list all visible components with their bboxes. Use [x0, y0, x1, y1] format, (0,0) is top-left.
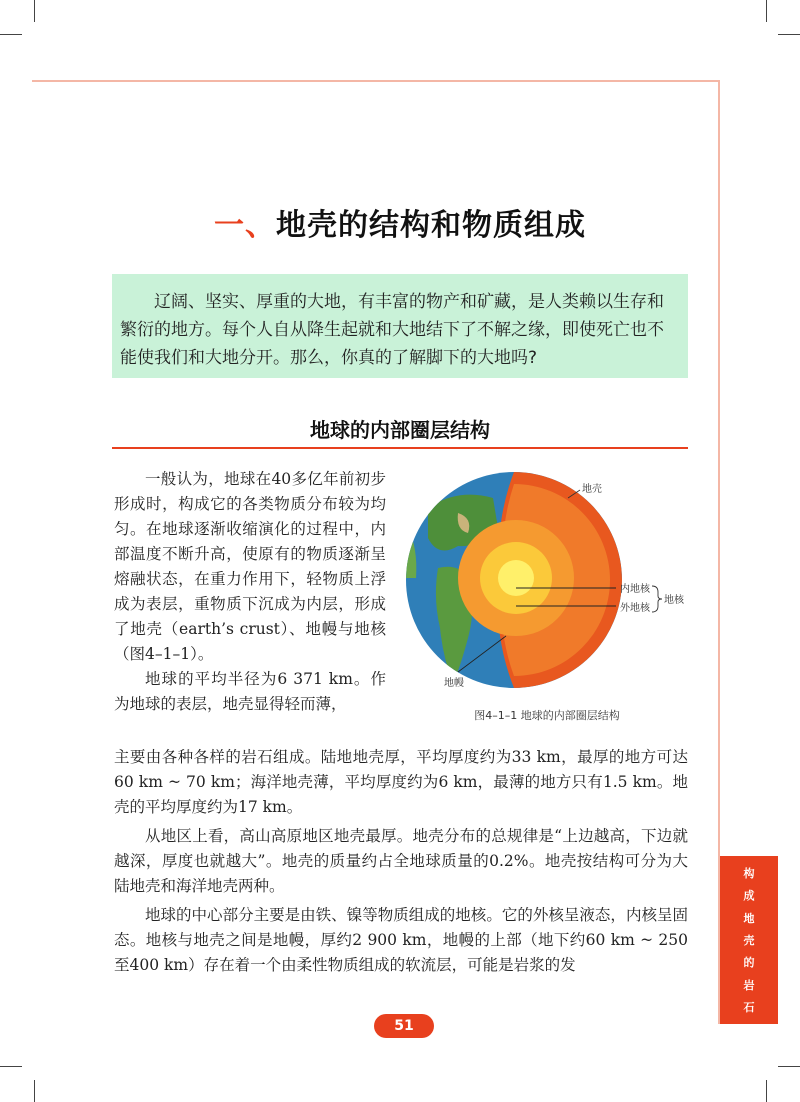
earth-structure-figure [398, 468, 696, 700]
crop-mark [766, 1080, 767, 1102]
paragraph: 地球的平均半径为6 371 km。作为地球的表层，地壳显得轻而薄， [114, 670, 386, 713]
earth-cutaway-illustration [398, 468, 696, 700]
paragraph: 地球的中心部分主要是由铁、镍等物质组成的地核。它的外核呈液态，内核呈固态。地核与地壳之间是地幔，厚约2 900 km，地幔的上部（地下约60 km ~ 250至400 km）存在着一个由柔性物质组成的软流层，可能是岩浆的发 [114, 906, 688, 974]
figure-caption: 图4–1–1 地球的内部圈层结构 [474, 709, 620, 722]
crop-mark [766, 0, 767, 22]
section-title-text: 地壳的结构和物质组成 [276, 208, 586, 243]
section-title [0, 200, 800, 244]
side-tab-char: 的 [743, 956, 755, 970]
crop-mark [0, 34, 22, 35]
crop-mark [0, 1066, 22, 1067]
section-number: 一、 [214, 208, 276, 243]
label-crust: 地壳 [582, 484, 602, 495]
chapter-side-tab [720, 856, 778, 1024]
side-tab-char: 石 [743, 1000, 755, 1014]
paragraph: 从地区上看，高山高原地区地壳最厚。地壳分布的总规律是“上边越高，下边就越深，厚度也就越大”。地壳的质量约占全地球质量的0.2%。地壳按结构可分为大陆地壳和海洋地壳两种。 [114, 827, 688, 895]
page-number: 51 [374, 1014, 434, 1038]
intro-text: 辽阔、坚实、厚重的大地，有丰富的物产和矿藏，是人类赖以生存和繁衍的地方。每个人自从降生起就和大地结下了不解之缘，即使死亡也不能使我们和大地分开。那么，你真的了解脚下的大地吗? [120, 292, 664, 368]
side-tab-char: 成 [743, 889, 755, 903]
subsection-title: 地球的内部圈层结构 [310, 418, 490, 442]
side-tab-char: 岩 [743, 978, 755, 992]
crop-mark [34, 1080, 35, 1102]
label-core: 地核 [664, 595, 684, 606]
paragraph: 主要由各种各样的岩石组成。陆地地壳厚，平均厚度约为33 km，最厚的地方可达60 km ~ 70 km；海洋地壳薄，平均厚度约为6 km，最薄的地方只有1.5 km。地壳的平均厚度约为17 km。 [114, 748, 688, 816]
body-text [114, 745, 688, 982]
label-mantle: 地幔 [444, 678, 464, 689]
side-tab-char: 壳 [743, 933, 755, 947]
label-outer-core: 外地核 [620, 603, 650, 614]
side-tab-char: 地 [743, 911, 755, 925]
crop-mark [778, 1066, 800, 1067]
crop-mark [34, 0, 35, 22]
crop-mark [778, 34, 800, 35]
subsection-rule [112, 447, 688, 449]
label-inner-core: 内地核 [620, 584, 650, 595]
column-text [114, 467, 386, 717]
side-tab-char: 构 [743, 867, 755, 881]
page-frame-top [32, 80, 720, 82]
paragraph: 一般认为，地球在40多亿年前初步形成时，构成它的各类物质分布较为均匀。在地球逐渐收缩演化的过程中，内部温度不断升高，使原有的物质逐渐呈熔融状态，在重力作用下，轻物质上浮成为表层，重物质下沉成为内层，形成了地壳（earth’s crust）、地幔与地核（图4–1–1）。 [114, 470, 386, 663]
